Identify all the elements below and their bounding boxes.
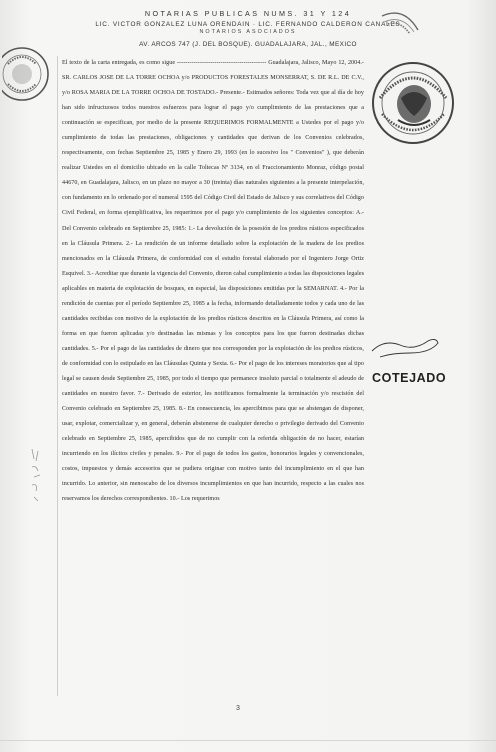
margin-rule <box>57 56 58 696</box>
right-top-seal-icon <box>374 10 420 56</box>
bottom-edge-line <box>0 740 496 741</box>
notary-header-title: NOTARIAS PUBLICAS NUMS. 31 Y 124 <box>144 9 352 18</box>
right-notary-seal-icon <box>368 58 458 148</box>
cotejado-stamp: COTEJADO <box>372 371 447 385</box>
body-paragraph: El texto de la carta entregada, es como sigue ------------------------------------------- Guadalajara, Jalisco, Mayo 12, 2004.- SR. CARLOS JOSE DE LA TORRE OCHOA y/o PRODUCTOS FORESTALES MONSERRAT, S. DE R.L. DE C.V., y/o ROSA MARIA DE LA TORRE OCHOA DE TOSTADO.- Presente.- Estimados señores: Toda vez que al día de hoy han sido infructuosos todos nuestros esfuerzos para lograr el pago y/o cumplimiento de las prestaciones que a continuación se especifican, por medio de la presente REQUERIMOS FORMALMENTE a Ustedes por el pago y/o cumplimiento de todas las prestaciones, obligaciones y cantidades que derivan de los Convenios celebrados, respectivamente, con fechas Septiembre 25, 1985 y Enero 29, 1993 (en lo sucesivo los " Convenios" ), que deberán realizar Ustedes en el domicilio ubicado en la calle Toltecas Nº 3134, en el Fraccionamiento Monraz, código postal 44670, en Guadalajara, Jalisco, en un plazo no mayor a 30 (treinta) días naturales siguientes a la presente interpelación, con fundamento en lo ordenado por el numeral 1595 del Código Civil del Estado de Jalisco y sus correlativos del Código Civil Federal, en forma ejemplificativa, les requerimos por el pago y/o cumplimiento de los siguientes conceptos: A.- Del Convenio celebrado en Septiembre 25, 1985: 1.- La devolución de la posesión de los predios rústicos especificados en la Cláusula Primera. 2.- La rendición de un informe detallado sobre la explotación de la madera de los predios mencionados en la Cláusula Primera, de conformidad con el estudio forestal elaborado por el Ingeniero Jorge Ortiz Esquivel. 3.- Acreditar que durante la vigencia del Convenio, dieron cabal cumplimiento a todas las disposiciones legales aplicables en materia de explotación de bosques, en especial, las disposiciones emitidas por la SEMARNAT. 4.- Por la rendición de cuentas por el período Septiembre 25, 1985 a la fecha, informando detalladamente todos y cada uno de las cantidades recibidas con motivo de la explotación de los predios rústicos descritos en la Cláusula Primera, así como la forma en que fueron aplicadas y/o destinadas las mismas y los conceptos para los que fueron destinadas dichas cantidades. 5.- Por el pago de las cantidades de dinero que nos corresponden por la explotación de los predios rústicos, de conformidad con lo estipulado en las Cláusulas Quinta y Sexta. 6.- Por el pago de los intereses moratorios que al tipo legal se causen desde Septiembre 25, 1985, por todo el tiempo que permanece insoluto parcial o totalmente el adeudo de cantidades en nuestro favor. 7.- Derivado de esterior, les notificamos formalmente la terminación y/o rescisión del Convenio celebrado en Septiembre 25, 1985. 8.- En consecuencia, les apercibimos para que se abstengan de disponer, usar, explotar, comercializar y, en general, deberán abstenerse de cualquier derecho o privilegio derivado del Convenio celebrado en Septiembre 25, 1985, apercibidos que de no cumplir con la referida obligación de no hacer, estarían incurriendo en los ilícitos civiles y penales. 9.- Por el pago de todos los gastos, honorarios legales y convencionales, costos, impuestos y demás accesorios que se pudiera originar con motivo tanto del incumplimiento en el que han incurrido. Lo anterior, sin menoscabo de los diversos incumplimientos en que han incurrido, respecto a las cuales nos reservamos los derechos correspondientes. 10.- Los requerimos <box>62 60 364 503</box>
left-notary-seal-icon <box>2 30 50 120</box>
notary-address: AV. ARCOS 747 (J. DEL BOSQUE). GUADALAJARA, JAL., MEXICO <box>139 41 357 48</box>
signature-flourish-icon <box>370 333 440 361</box>
margin-handwriting-icon <box>26 445 56 505</box>
notary-subtitle: NOTARIOS ASOCIADOS <box>199 29 297 35</box>
notary-names: LIC. VICTOR GONZALEZ LUNA ORENDAIN · LIC. FERNANDO CALDERON CANALES <box>95 21 401 28</box>
page-number: 3 <box>236 705 240 712</box>
document-body <box>62 56 364 507</box>
